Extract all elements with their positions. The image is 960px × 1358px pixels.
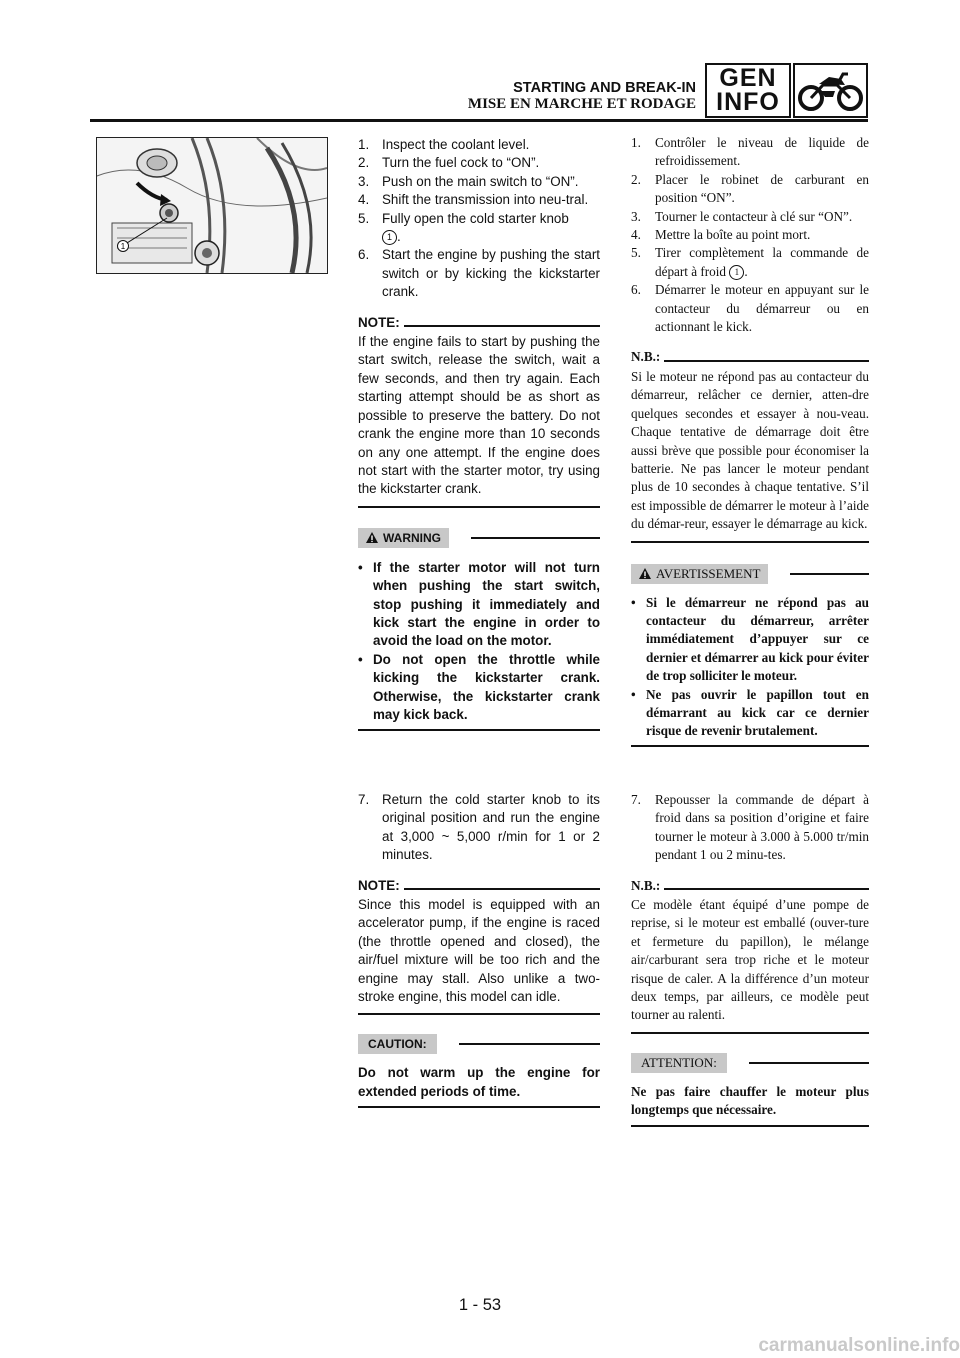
step-item: 7. Return the cold starter knob to its original position and run the engine at 3,000 ~ 5,000 r/min for 1 or 2 minutes. (358, 792, 600, 863)
french-steps (631, 134, 869, 336)
note-text: Si le moteur ne répond pas au contacteur du démarreur, relâcher ce dernier, atten-dre quelques secondes et essayer à nou-veau. Chaque tentative de démarrage doit être aussi brève que possible pour économiser la batterie. Ne pas lancer le moteur pendant plus de 10 secondes à chaque tentative. S’il est impossible de démarrer le moteur à l’aide du démar-reur, essayer le démarrage au kick. (631, 368, 869, 532)
warning-badge: WARNING (358, 528, 449, 548)
step-item: 5. Fully open the cold starter knob 1 . (358, 210, 569, 245)
section-code (705, 63, 791, 118)
warning-list (358, 559, 600, 725)
warning-heading (358, 528, 600, 548)
caution-end-rule (631, 1125, 869, 1127)
header-rule (90, 119, 868, 122)
warning-heading (631, 564, 869, 584)
note-text: Since this model is equipped with an accelerator pump, if the engine is raced (the throttle opened and closed), the air/fuel mixture will be too rich and the engine may stall. Also unlike a two-stroke engine, this model can idle. (358, 897, 600, 1005)
warning-item: • Do not open the throttle while kicking the kickstarter crank. Otherwise, the kickstarter crank may kick back. (358, 651, 600, 722)
caution-heading (631, 1053, 869, 1073)
step-item: 3. Push on the main switch to “ON”. (358, 173, 579, 189)
watermark: carmanualsonline.info (758, 1335, 960, 1356)
callout-ref: 1 (382, 230, 397, 245)
step-item: 5. Tirer complètement la commande de départ à froid 1 . (631, 245, 869, 279)
step-item: 6. Start the engine by pushing the start switch or by kicking the kickstarter crank. (358, 247, 600, 300)
note-text: Ce modèle étant équipé d’une pompe de reprise, si le moteur est emballé (ouver-ture et fermeture du papillon), le mélange air/carburant sera trop riche et le moteur risque de caler. A la différence d’un moteur deux temps, par ailleurs, ce modèle peut tourner au ralenti. (631, 897, 869, 1023)
caution-heading (358, 1034, 600, 1054)
step-item: 3. Tourner le contacteur à clé sur “ON”. (631, 208, 853, 224)
note-heading: N.B.: (631, 877, 869, 895)
section-code-line1: GEN (719, 64, 777, 92)
step-item: 1. Inspect the coolant level. (358, 137, 530, 152)
warning-badge: AVERTISSEMENT (631, 564, 768, 584)
english-step7-block (358, 791, 600, 1108)
warning-item: • If the starter motor will not turn when pushing the start switch, stop pushing it immediately and kick start the engine in order to avoid the load on the motor. (358, 559, 600, 649)
warning-end-rule (358, 729, 600, 731)
warning-item: • Ne pas ouvrir le papillon tout en démarrant au kick car ce dernier risque de revenir brutalement. (631, 686, 869, 739)
warning-end-rule (631, 745, 869, 747)
figure-callout: 1 (120, 242, 126, 251)
step-item: 4. Mettre la boîte au point mort. (631, 227, 811, 243)
caution-badge: ATTENTION: (631, 1053, 727, 1073)
step-item: 1. Contrôler le niveau de liquide de refroidissement. (631, 135, 869, 169)
french-steps-block (631, 134, 869, 747)
section-code-line2: INFO (716, 88, 780, 116)
caution-badge: CAUTION: (358, 1034, 437, 1054)
warning-triangle-icon (366, 530, 378, 550)
callout-ref: 1 (729, 265, 744, 280)
section-icon-box (793, 63, 868, 118)
caution-end-rule (358, 1106, 600, 1108)
french-step7 (631, 791, 869, 865)
note-heading: NOTE: (358, 314, 600, 332)
note-heading: NOTE: (358, 877, 600, 895)
header-title-en: STARTING AND BREAK-IN (513, 80, 696, 96)
step-item: 2. Turn the fuel cock to “ON”. (358, 155, 540, 171)
note-heading: N.B.: (631, 348, 869, 366)
warning-triangle-icon (639, 566, 651, 586)
cold-starter-knob-figure (96, 137, 328, 274)
warning-list (631, 594, 869, 741)
header-title-fr: MISE EN MARCHE ET RODAGE (467, 96, 696, 112)
step-item: 7. Repousser la commande de départ à froid dans sa position d’origine et faire tourner le moteur à 3.000 à 5.000 tr/min pendant 1 ou 2 minu-tes. (631, 792, 869, 863)
motorcycle-icon (795, 65, 866, 116)
caution-text: Ne pas faire chauffer le moteur plus longtemps que nécessaire. (631, 1083, 869, 1118)
english-steps (358, 136, 600, 302)
warning-item: • Si le démarreur ne répond pas au contacteur du démarreur, arrêter immédiatement d’appuyer sur ce dernier et démarrer au kick pour éviter de trop solliciter le moteur. (631, 594, 869, 684)
step-item: 6. Démarrer le moteur en appuyant sur le contacteur du démarreur ou en actionnant le kick. (631, 282, 869, 335)
english-steps-block (358, 136, 600, 731)
step-item: 2. Placer le robinet de carburant en position “ON”. (631, 171, 869, 206)
step-item: 4. Shift the transmission into neu-tral. (358, 192, 589, 208)
english-step7 (358, 791, 600, 865)
note-text: If the engine fails to start by pushing the start switch, release the switch, wait a few seconds, and then try again. Each starting attempt should be as short as possible to preserve the battery. Do not crank the engine more than 10 seconds on any one attempt. If the engine does not start with the starter motor, try using the kickstarter crank. (358, 334, 600, 497)
french-step7-block (631, 791, 869, 1127)
caution-text: Do not warm up the engine for extended periods of time. (358, 1065, 600, 1099)
engine-illustration (97, 138, 327, 273)
page-number: 1 - 53 (458, 1296, 502, 1314)
